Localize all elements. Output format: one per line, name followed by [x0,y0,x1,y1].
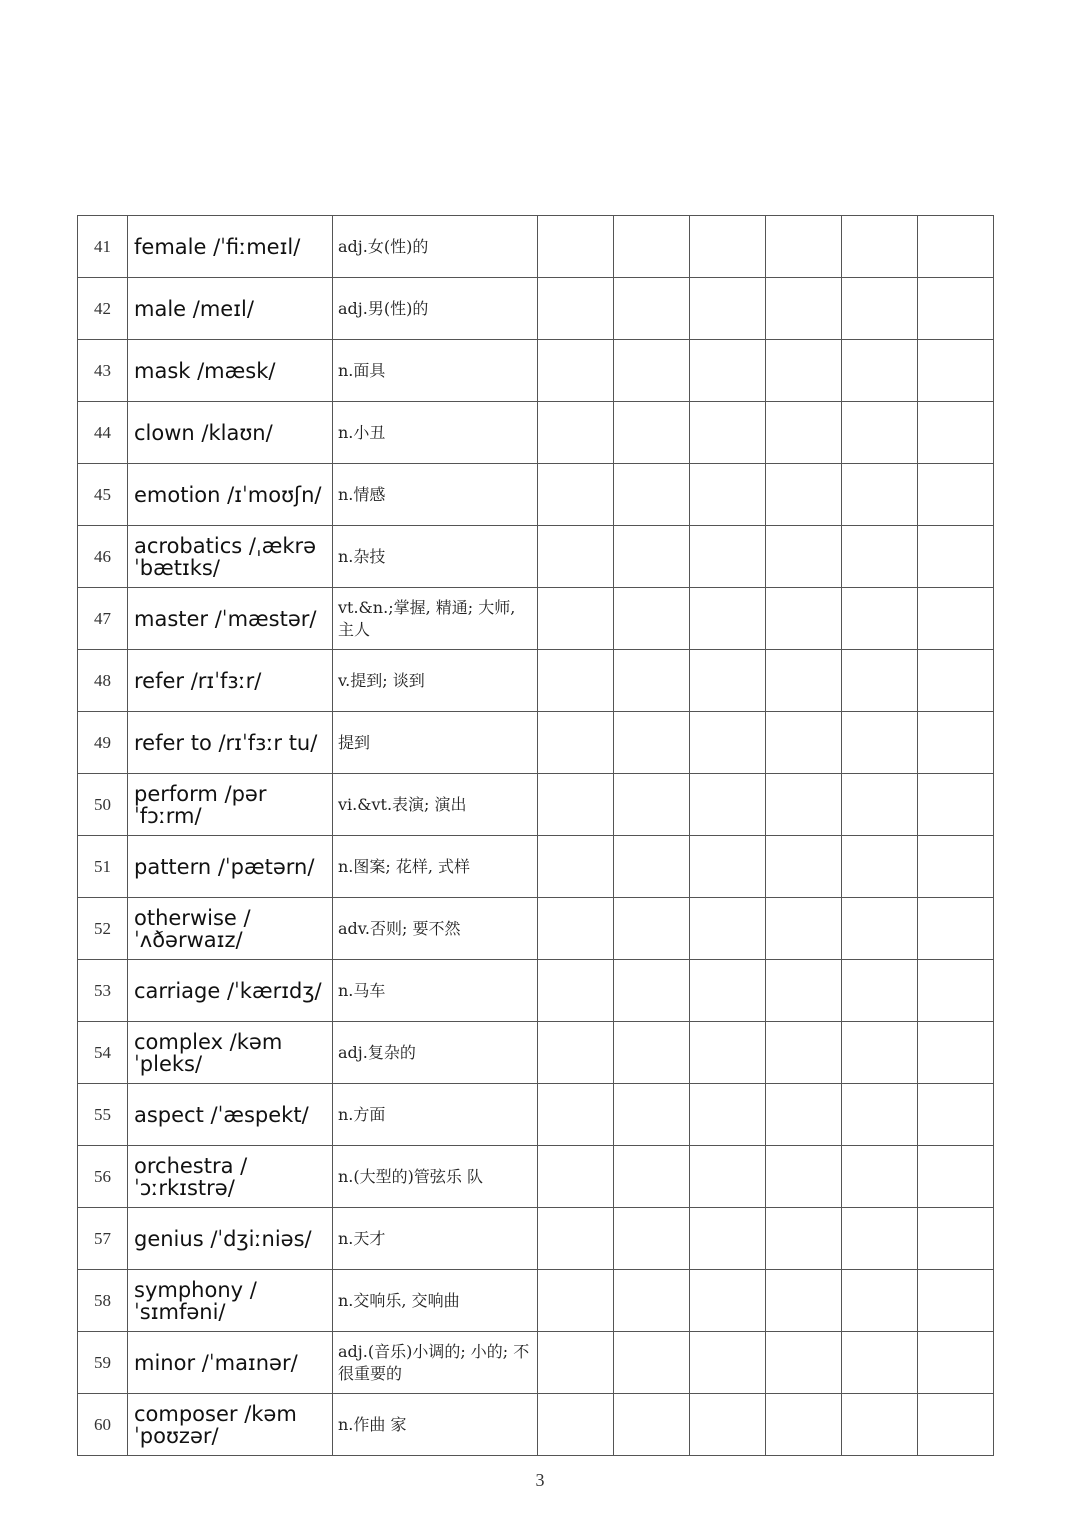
blank-practice-cell [842,278,918,340]
row-number: 52 [78,898,128,960]
blank-practice-cell [614,650,690,712]
blank-practice-cell [842,1146,918,1208]
blank-practice-cell [538,1084,614,1146]
blank-practice-cell [538,650,614,712]
blank-practice-cell [842,1022,918,1084]
blank-practice-cell [690,278,766,340]
page-number: 3 [535,1470,545,1490]
blank-practice-cell [766,1270,842,1332]
blank-practice-cell [842,402,918,464]
word-phonetic: composer /kəmˈpoʊzər/ [128,1394,333,1456]
blank-practice-cell [690,588,766,650]
blank-practice-cell [766,1332,842,1394]
word-meaning: n.作曲 家 [333,1394,538,1456]
row-number: 56 [78,1146,128,1208]
word-meaning: n.马车 [333,960,538,1022]
word-phonetic: clown /klaʊn/ [128,402,333,464]
blank-practice-cell [614,216,690,278]
word-phonetic: acrobatics /ˌækrəˈbætɪks/ [128,526,333,588]
blank-practice-cell [690,526,766,588]
word-phonetic: pattern /ˈpætərn/ [128,836,333,898]
blank-practice-cell [538,402,614,464]
word-meaning: vt.&n.;掌握, 精通; 大师, 主人 [333,588,538,650]
blank-practice-cell [842,340,918,402]
table-row [78,588,994,650]
blank-practice-cell [690,1270,766,1332]
blank-practice-cell [538,464,614,526]
word-meaning: n.天才 [333,1208,538,1270]
blank-practice-cell [842,464,918,526]
blank-practice-cell [538,216,614,278]
blank-practice-cell [918,340,994,402]
blank-practice-cell [918,1022,994,1084]
blank-practice-cell [842,1270,918,1332]
row-number: 43 [78,340,128,402]
blank-practice-cell [842,1208,918,1270]
blank-practice-cell [918,464,994,526]
blank-practice-cell [614,1146,690,1208]
vocabulary-table [77,215,994,1456]
blank-practice-cell [538,960,614,1022]
blank-practice-cell [690,1146,766,1208]
word-phonetic: emotion /ɪˈmoʊʃn/ [128,464,333,526]
blank-practice-cell [614,588,690,650]
blank-practice-cell [918,216,994,278]
table-row [78,464,994,526]
row-number: 57 [78,1208,128,1270]
blank-practice-cell [766,650,842,712]
blank-practice-cell [766,1146,842,1208]
blank-practice-cell [766,774,842,836]
word-meaning: n.杂技 [333,526,538,588]
blank-practice-cell [690,650,766,712]
blank-practice-cell [690,1332,766,1394]
blank-practice-cell [538,588,614,650]
row-number: 55 [78,1084,128,1146]
table-row [78,960,994,1022]
blank-practice-cell [842,650,918,712]
blank-practice-cell [766,712,842,774]
table-row [78,340,994,402]
blank-practice-cell [690,216,766,278]
row-number: 45 [78,464,128,526]
blank-practice-cell [538,836,614,898]
row-number: 60 [78,1394,128,1456]
blank-practice-cell [538,712,614,774]
blank-practice-cell [918,1270,994,1332]
blank-practice-cell [918,712,994,774]
table-row [78,1022,994,1084]
blank-practice-cell [614,278,690,340]
blank-practice-cell [918,1084,994,1146]
blank-practice-cell [918,1332,994,1394]
blank-practice-cell [842,774,918,836]
blank-practice-cell [614,712,690,774]
table-row [78,1084,994,1146]
blank-practice-cell [766,340,842,402]
blank-practice-cell [918,278,994,340]
word-meaning: n.图案; 花样, 式样 [333,836,538,898]
word-phonetic: genius /ˈdʒiːniəs/ [128,1208,333,1270]
blank-practice-cell [842,526,918,588]
word-phonetic: otherwise /ˈʌðərwaɪz/ [128,898,333,960]
table-row [78,898,994,960]
blank-practice-cell [766,1394,842,1456]
table-row [78,1332,994,1394]
blank-practice-cell [614,774,690,836]
blank-practice-cell [918,960,994,1022]
blank-practice-cell [766,588,842,650]
word-phonetic: orchestra /ˈɔːrkɪstrə/ [128,1146,333,1208]
row-number: 59 [78,1332,128,1394]
blank-practice-cell [614,1208,690,1270]
row-number: 46 [78,526,128,588]
table-row [78,712,994,774]
blank-practice-cell [690,1022,766,1084]
word-phonetic: refer to /rɪˈfɜːr tu/ [128,712,333,774]
blank-practice-cell [918,588,994,650]
blank-practice-cell [766,1022,842,1084]
blank-practice-cell [766,1208,842,1270]
blank-practice-cell [614,836,690,898]
blank-practice-cell [766,898,842,960]
word-meaning: vi.&vt.表演; 演出 [333,774,538,836]
word-phonetic: perform /pərˈfɔːrm/ [128,774,333,836]
blank-practice-cell [766,402,842,464]
blank-practice-cell [918,526,994,588]
blank-practice-cell [766,464,842,526]
word-phonetic: complex /kəmˈpleks/ [128,1022,333,1084]
blank-practice-cell [538,1394,614,1456]
blank-practice-cell [690,836,766,898]
word-meaning: n.方面 [333,1084,538,1146]
blank-practice-cell [690,1084,766,1146]
blank-practice-cell [918,1208,994,1270]
table-row [78,774,994,836]
blank-practice-cell [690,1208,766,1270]
blank-practice-cell [614,340,690,402]
word-phonetic: male /meɪl/ [128,278,333,340]
blank-practice-cell [614,1270,690,1332]
table-row [78,1270,994,1332]
row-number: 48 [78,650,128,712]
blank-practice-cell [766,278,842,340]
blank-practice-cell [842,898,918,960]
blank-practice-cell [538,340,614,402]
table-row [78,278,994,340]
blank-practice-cell [614,1394,690,1456]
word-phonetic: symphony /ˈsɪmfəni/ [128,1270,333,1332]
blank-practice-cell [842,836,918,898]
blank-practice-cell [614,402,690,464]
row-number: 49 [78,712,128,774]
blank-practice-cell [918,650,994,712]
table-row [78,216,994,278]
blank-practice-cell [766,526,842,588]
blank-practice-cell [614,1022,690,1084]
blank-practice-cell [766,836,842,898]
blank-practice-cell [690,774,766,836]
row-number: 47 [78,588,128,650]
word-meaning: adv.否则; 要不然 [333,898,538,960]
blank-practice-cell [690,340,766,402]
blank-practice-cell [538,1146,614,1208]
word-meaning: 提到 [333,712,538,774]
row-number: 41 [78,216,128,278]
row-number: 53 [78,960,128,1022]
blank-practice-cell [918,836,994,898]
word-phonetic: female /ˈfiːmeɪl/ [128,216,333,278]
row-number: 42 [78,278,128,340]
blank-practice-cell [842,1084,918,1146]
blank-practice-cell [690,402,766,464]
blank-practice-cell [918,1146,994,1208]
blank-practice-cell [918,1394,994,1456]
blank-practice-cell [538,1208,614,1270]
word-meaning: n.交响乐, 交响曲 [333,1270,538,1332]
blank-practice-cell [538,1332,614,1394]
word-meaning: n.小丑 [333,402,538,464]
blank-practice-cell [918,774,994,836]
blank-practice-cell [614,1084,690,1146]
blank-practice-cell [538,278,614,340]
blank-practice-cell [690,464,766,526]
blank-practice-cell [538,1022,614,1084]
blank-practice-cell [538,526,614,588]
word-meaning: v.提到; 谈到 [333,650,538,712]
table-row [78,836,994,898]
blank-practice-cell [918,402,994,464]
row-number: 51 [78,836,128,898]
blank-practice-cell [766,960,842,1022]
blank-practice-cell [690,1394,766,1456]
blank-practice-cell [614,1332,690,1394]
blank-practice-cell [538,774,614,836]
blank-practice-cell [538,1270,614,1332]
word-phonetic: refer /rɪˈfɜːr/ [128,650,333,712]
blank-practice-cell [842,960,918,1022]
row-number: 58 [78,1270,128,1332]
blank-practice-cell [690,898,766,960]
word-phonetic: master /ˈmæstər/ [128,588,333,650]
blank-practice-cell [614,464,690,526]
word-meaning: adj.男(性)的 [333,278,538,340]
word-meaning: n.(大型的)管弦乐 队 [333,1146,538,1208]
row-number: 44 [78,402,128,464]
blank-practice-cell [614,526,690,588]
table-row [78,402,994,464]
word-meaning: adj.(音乐)小调的; 小的; 不很重要的 [333,1332,538,1394]
blank-practice-cell [842,712,918,774]
table-row [78,650,994,712]
table-row [78,1394,994,1456]
table-row [78,1146,994,1208]
word-phonetic: carriage /ˈkærɪdʒ/ [128,960,333,1022]
word-phonetic: mask /mæsk/ [128,340,333,402]
blank-practice-cell [538,898,614,960]
blank-practice-cell [842,588,918,650]
row-number: 54 [78,1022,128,1084]
blank-practice-cell [690,712,766,774]
blank-practice-cell [690,960,766,1022]
word-meaning: n.面具 [333,340,538,402]
word-meaning: n.情感 [333,464,538,526]
blank-practice-cell [766,1084,842,1146]
blank-practice-cell [842,1394,918,1456]
blank-practice-cell [766,216,842,278]
table-row [78,526,994,588]
blank-practice-cell [842,1332,918,1394]
word-meaning: adj.复杂的 [333,1022,538,1084]
table-row [78,1208,994,1270]
row-number: 50 [78,774,128,836]
blank-practice-cell [614,898,690,960]
blank-practice-cell [918,898,994,960]
blank-practice-cell [614,960,690,1022]
word-meaning: adj.女(性)的 [333,216,538,278]
word-phonetic: minor /ˈmaɪnər/ [128,1332,333,1394]
word-phonetic: aspect /ˈæspekt/ [128,1084,333,1146]
blank-practice-cell [842,216,918,278]
